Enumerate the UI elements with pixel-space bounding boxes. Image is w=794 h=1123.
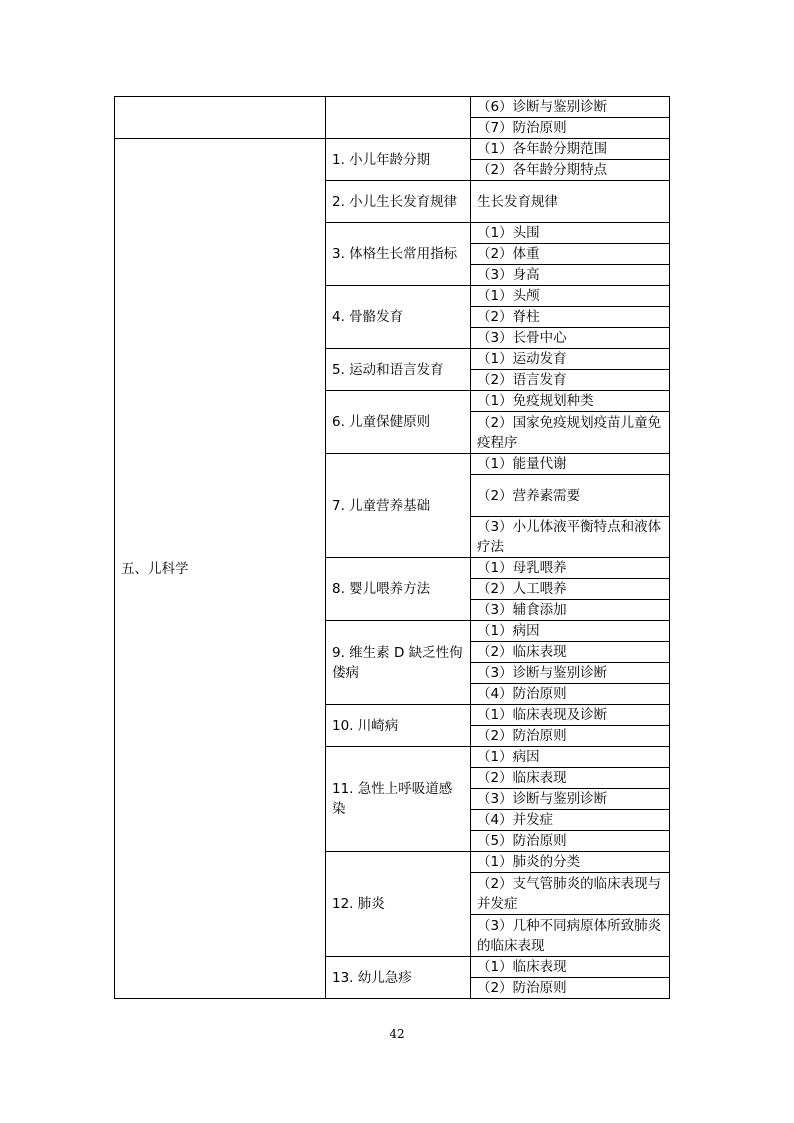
unit-cell: 五、儿科学 xyxy=(115,139,326,999)
item-cell: （3）长骨中心 xyxy=(471,328,670,349)
item-cell: （4）防治原则 xyxy=(471,684,670,705)
item-cell: （1）运动发育 xyxy=(471,349,670,370)
item-cell: （2）防治原则 xyxy=(471,978,670,999)
item-cell: （3）诊断与鉴别诊断 xyxy=(471,663,670,684)
syllabus-table xyxy=(114,96,670,999)
item-cell: （2）临床表现 xyxy=(471,768,670,789)
topic-cell: 2. 小儿生长发育规律 xyxy=(326,181,471,223)
topic-cell: 4. 骨骼发育 xyxy=(326,286,471,349)
table-row xyxy=(115,97,670,118)
item-cell: （1）肺炎的分类 xyxy=(471,852,670,873)
prev-topic-cell xyxy=(326,97,471,139)
table-row xyxy=(115,139,670,160)
item-cell: （1）能量代谢 xyxy=(471,454,670,475)
topic-cell: 11. 急性上呼吸道感染 xyxy=(326,747,471,852)
item-cell: （1）免疫规划种类 xyxy=(471,391,670,412)
item-cell: （1）临床表现 xyxy=(471,957,670,978)
item-cell: （6）诊断与鉴别诊断 xyxy=(471,97,670,118)
topic-cell: 7. 儿童营养基础 xyxy=(326,454,471,558)
item-cell: （2）支气管肺炎的临床表现与并发症 xyxy=(471,873,670,915)
topic-cell: 3. 体格生长常用指标 xyxy=(326,223,471,286)
topic-cell: 12. 肺炎 xyxy=(326,852,471,957)
item-cell: （2）各年龄分期特点 xyxy=(471,160,670,181)
topic-cell: 10. 川崎病 xyxy=(326,705,471,747)
item-cell: （2）脊柱 xyxy=(471,307,670,328)
topic-cell: 9. 维生素 D 缺乏性佝偻病 xyxy=(326,621,471,705)
item-cell: （4）并发症 xyxy=(471,810,670,831)
item-cell: （2）临床表现 xyxy=(471,642,670,663)
item-cell: （2）人工喂养 xyxy=(471,579,670,600)
topic-cell: 6. 儿童保健原则 xyxy=(326,391,471,454)
item-cell: （2）防治原则 xyxy=(471,726,670,747)
item-cell: （3）身高 xyxy=(471,265,670,286)
item-cell: （1）头颅 xyxy=(471,286,670,307)
item-cell: （1）临床表现及诊断 xyxy=(471,705,670,726)
item-cell: （2）营养素需要 xyxy=(471,475,670,517)
topic-cell: 8. 婴儿喂养方法 xyxy=(326,558,471,621)
item-cell: （5）防治原则 xyxy=(471,831,670,852)
topic-cell: 5. 运动和语言发育 xyxy=(326,349,471,391)
page-number: 42 xyxy=(389,1027,405,1041)
item-cell: （2）国家免疫规划疫苗儿童免疫程序 xyxy=(471,412,670,454)
item-cell: （3）几种不同病原体所致肺炎的临床表现 xyxy=(471,915,670,957)
item-cell: （1）病因 xyxy=(471,621,670,642)
prev-unit-cell xyxy=(115,97,326,139)
item-cell: （2）语言发育 xyxy=(471,370,670,391)
item-cell: （1）病因 xyxy=(471,747,670,768)
item-cell: （3）辅食添加 xyxy=(471,600,670,621)
item-cell: （3）诊断与鉴别诊断 xyxy=(471,789,670,810)
item-cell: （2）体重 xyxy=(471,244,670,265)
item-cell: （1）头围 xyxy=(471,223,670,244)
item-cell: （3）小儿体液平衡特点和液体疗法 xyxy=(471,517,670,558)
topic-cell: 13. 幼儿急疹 xyxy=(326,957,471,999)
table-body xyxy=(115,97,670,999)
item-cell: （1）母乳喂养 xyxy=(471,558,670,579)
topic-cell: 1. 小儿年龄分期 xyxy=(326,139,471,181)
item-cell: （1）各年龄分期范围 xyxy=(471,139,670,160)
item-cell: 生长发育规律 xyxy=(471,181,670,223)
item-cell: （7）防治原则 xyxy=(471,118,670,139)
